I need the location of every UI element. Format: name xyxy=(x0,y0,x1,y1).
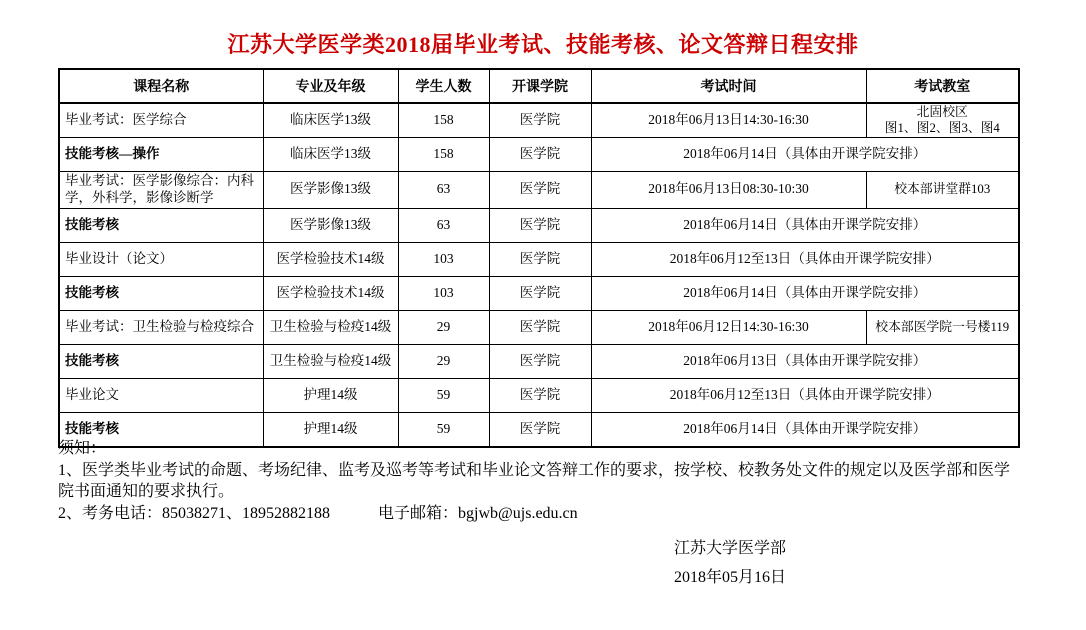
major-cell: 医学影像13级 xyxy=(263,172,398,209)
room-cell xyxy=(866,310,1019,344)
time-cell: 2018年06月13日08:30-10:30 xyxy=(591,172,866,209)
schedule-table xyxy=(58,68,1020,448)
note-2 xyxy=(58,503,1020,525)
college-cell: 医学院 xyxy=(489,172,591,209)
notes-heading: 须知： xyxy=(58,440,107,457)
college-cell: 医学院 xyxy=(489,378,591,412)
major-cell: 医学检验技术14级 xyxy=(263,276,398,310)
column-header-1: 专业及年级 xyxy=(263,69,398,103)
students-cell: 158 xyxy=(398,138,489,172)
course-cell: 技能考核 xyxy=(59,344,263,378)
table-row xyxy=(59,310,1019,344)
time-cell: 2018年06月14日（具体由开课学院安排） xyxy=(591,138,1019,172)
major-cell: 临床医学13级 xyxy=(263,103,398,138)
students-cell: 103 xyxy=(398,276,489,310)
room-line: 图1、图2、图3、图4 xyxy=(884,120,1000,135)
course-cell: 技能考核 xyxy=(59,412,263,447)
room-cell xyxy=(866,103,1019,138)
course-cell: 毕业论文 xyxy=(59,378,263,412)
column-header-2: 学生人数 xyxy=(398,69,489,103)
room-line: 校本部讲堂群103 xyxy=(894,182,991,197)
table-row xyxy=(59,103,1019,138)
note-2-email xyxy=(378,503,578,525)
table-row xyxy=(59,138,1019,172)
time-cell: 2018年06月13日（具体由开课学院安排） xyxy=(591,344,1019,378)
course-cell: 毕业考试：医学综合 xyxy=(59,103,263,138)
students-cell: 63 xyxy=(398,172,489,209)
signature-org: 江苏大学医学部 xyxy=(674,540,787,557)
room-cell xyxy=(866,172,1019,209)
note-1: 1、医学类毕业考试的命题、考场纪律、监考及巡考等考试和毕业论文答辩工作的要求，按学校、校教务处文件的规定以及医学部和医学院书面通知的要求执行。 xyxy=(58,461,1011,500)
students-cell: 103 xyxy=(398,242,489,276)
table-row xyxy=(59,208,1019,242)
college-cell: 医学院 xyxy=(489,138,591,172)
table-row xyxy=(59,276,1019,310)
college-cell: 医学院 xyxy=(489,242,591,276)
table-header-row xyxy=(59,69,1019,103)
signature-block xyxy=(674,534,786,592)
students-cell: 158 xyxy=(398,103,489,138)
course-cell: 毕业考试：医学影像综合：内科学，外科学，影像诊断学 xyxy=(59,172,263,209)
students-cell: 59 xyxy=(398,378,489,412)
room-line: 校本部医学院一号楼119 xyxy=(875,319,1010,334)
college-cell: 医学院 xyxy=(489,276,591,310)
course-cell: 技能考核 xyxy=(59,276,263,310)
course-cell: 毕业设计（论文） xyxy=(59,242,263,276)
time-cell: 2018年06月14日（具体由开课学院安排） xyxy=(591,276,1019,310)
major-cell: 医学影像13级 xyxy=(263,208,398,242)
major-cell: 护理14级 xyxy=(263,412,398,447)
column-header-4: 考试时间 xyxy=(591,69,866,103)
major-cell: 临床医学13级 xyxy=(263,138,398,172)
college-cell: 医学院 xyxy=(489,412,591,447)
time-cell: 2018年06月12日14:30-16:30 xyxy=(591,310,866,344)
course-cell: 技能考核—操作 xyxy=(59,138,263,172)
time-cell: 2018年06月12至13日（具体由开课学院安排） xyxy=(591,242,1019,276)
students-cell: 59 xyxy=(398,412,489,447)
notes-section xyxy=(58,438,1020,524)
major-cell: 卫生检验与检疫14级 xyxy=(263,310,398,344)
signature-date: 2018年05月16日 xyxy=(674,569,787,586)
students-cell: 63 xyxy=(398,208,489,242)
major-cell: 卫生检验与检疫14级 xyxy=(263,344,398,378)
table-row xyxy=(59,378,1019,412)
column-header-5: 考试教室 xyxy=(866,69,1019,103)
college-cell: 医学院 xyxy=(489,208,591,242)
table-row xyxy=(59,172,1019,209)
time-cell: 2018年06月12至13日（具体由开课学院安排） xyxy=(591,378,1019,412)
major-cell: 护理14级 xyxy=(263,378,398,412)
column-header-0: 课程名称 xyxy=(59,69,263,103)
column-header-3: 开课学院 xyxy=(489,69,591,103)
college-cell: 医学院 xyxy=(489,344,591,378)
table-row xyxy=(59,344,1019,378)
college-cell: 医学院 xyxy=(489,103,591,138)
room-line: 北固校区 xyxy=(916,105,968,120)
email-label: 电子邮箱： xyxy=(378,504,459,522)
students-cell: 29 xyxy=(398,344,489,378)
course-cell: 毕业考试：卫生检验与检疫综合 xyxy=(59,310,263,344)
email-address: bgjwb@ujs.edu.cn xyxy=(458,504,578,522)
time-cell: 2018年06月13日14:30-16:30 xyxy=(591,103,866,138)
students-cell: 29 xyxy=(398,310,489,344)
college-cell: 医学院 xyxy=(489,310,591,344)
major-cell: 医学检验技术14级 xyxy=(263,242,398,276)
time-cell: 2018年06月14日（具体由开课学院安排） xyxy=(591,208,1019,242)
time-cell: 2018年06月14日（具体由开课学院安排） xyxy=(591,412,1019,447)
table-row xyxy=(59,242,1019,276)
page-title: 江苏大学医学类2018届毕业考试、技能考核、论文答辩日程安排 xyxy=(227,32,859,57)
note-2-phone: 2、考务电话：85038271、18952882188 xyxy=(58,504,331,522)
course-cell: 技能考核 xyxy=(59,208,263,242)
